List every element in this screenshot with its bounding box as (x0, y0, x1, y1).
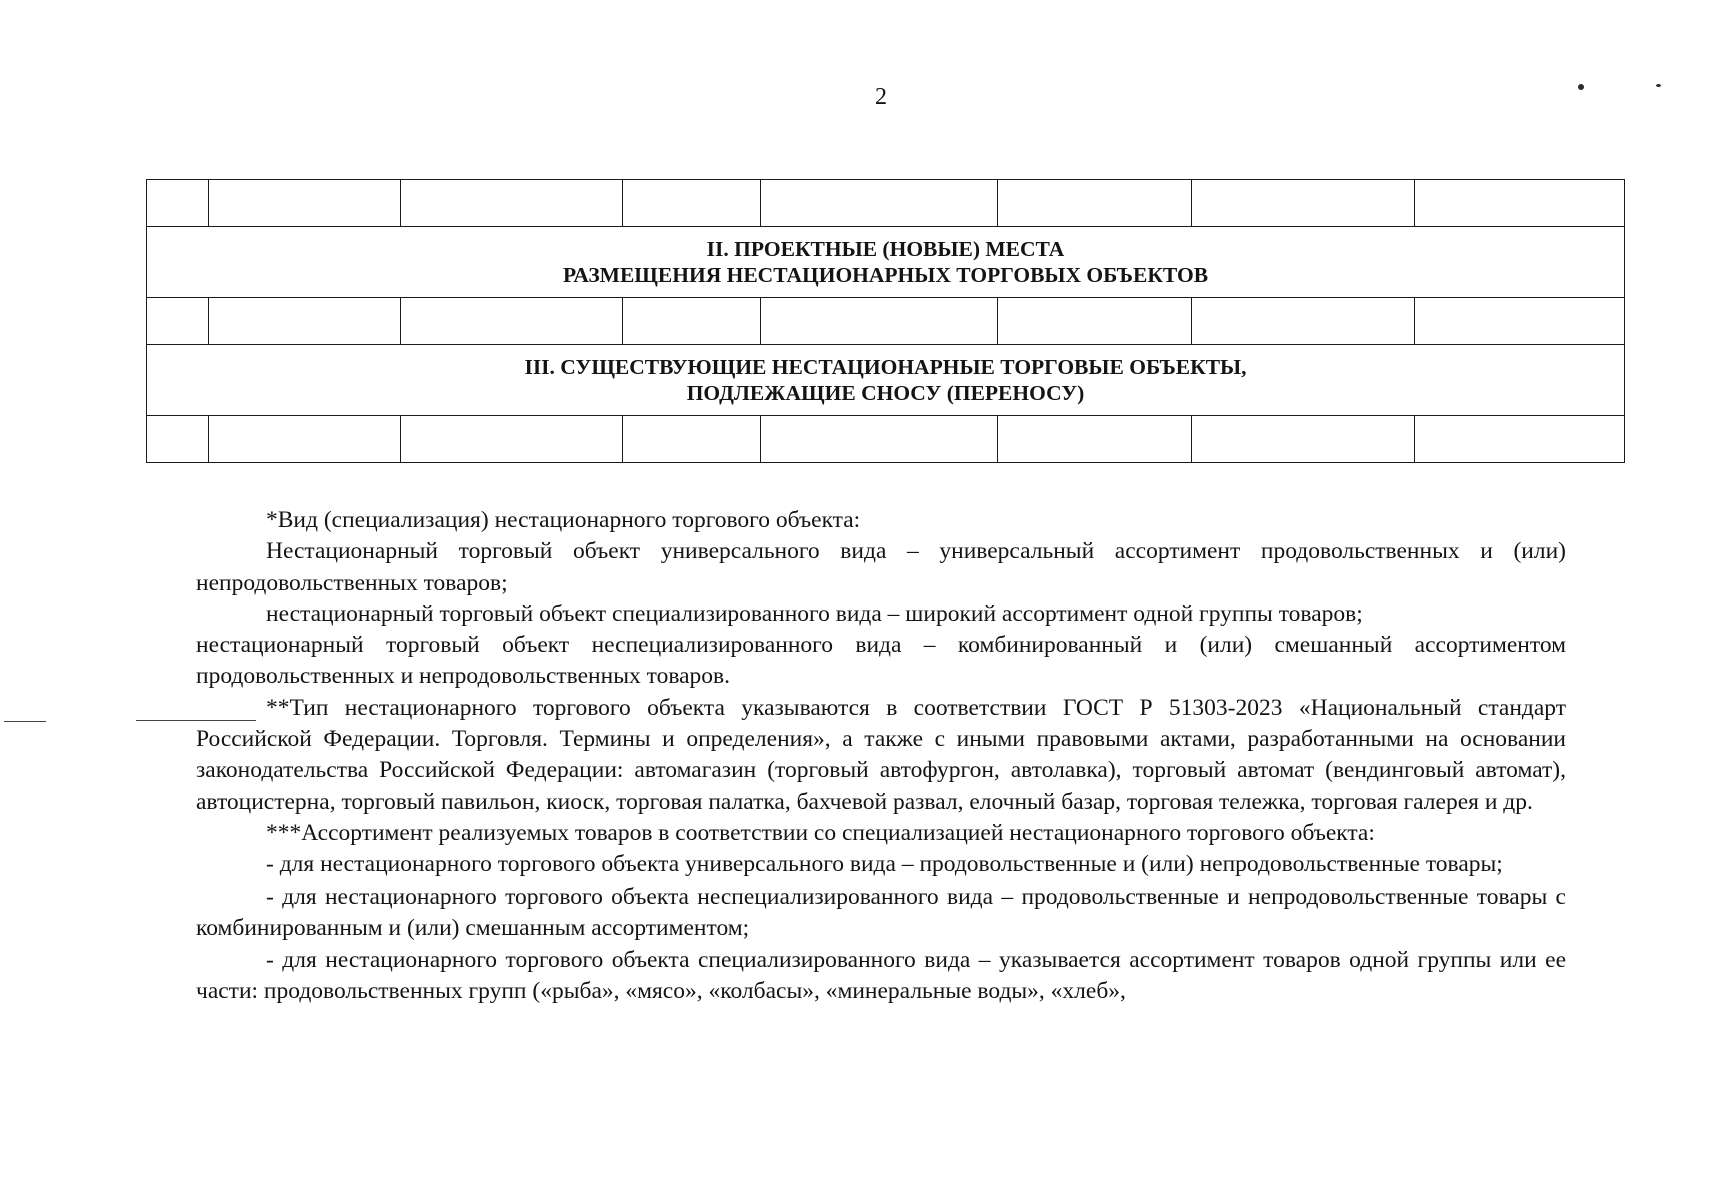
table-cell (1192, 180, 1415, 227)
table-cell (209, 180, 401, 227)
table-cell (761, 416, 998, 463)
nto-placement-table (146, 179, 1625, 463)
table-cell (623, 298, 761, 345)
table-cell (401, 416, 623, 463)
scan-dash (4, 721, 46, 722)
table-cell (1415, 180, 1625, 227)
table-cell (998, 180, 1192, 227)
section-heading-line: ПОДЛЕЖАЩИЕ СНОСУ (ПЕРЕНОСУ) (686, 381, 1085, 405)
footnote-paragraph: нестационарный торговый объект неспециализированного вида – комбинированный и (или) смешанный ассортиментом продовольственных и непродовольственных товаров. (196, 632, 1566, 690)
table-cell (1415, 298, 1625, 345)
table-row (147, 180, 1625, 227)
table-cell (761, 298, 998, 345)
scan-speck (1656, 84, 1661, 87)
footnote-paragraph: **Тип нестационарного торгового объекта указываются в соответствии ГОСТ Р 51303-2023 «Национальный стандарт Российской Федерации. Торговля. Термины и определения», а также с иными правовыми актами, разработанными на основании законодательства Российской Федерации: автомагазин (торговый автофургон, автолавка), торговый автомат (вендинговый автомат), автоцистерна, торговый павильон, киоск, торговая палатка, бахчевой развал, елочный базар, торговая тележка, торговая галерея и др. (196, 694, 1566, 815)
section-heading-line: III. СУЩЕСТВУЮЩИЕ НЕСТАЦИОНАРНЫЕ ТОРГОВЫЕ ОБЪЕКТЫ, (524, 355, 1247, 379)
page-number: 2 (875, 84, 887, 110)
table-cell (401, 180, 623, 227)
table-cell (623, 416, 761, 463)
table-cell (147, 416, 209, 463)
footnote-paragraph: *Вид (специализация) нестационарного торгового объекта: (266, 507, 861, 533)
section-heading-new-places (147, 227, 1625, 298)
footnote-paragraph: ***Ассортимент реализуемых товаров в соответствии со специализацией нестационарного торгового объекта: (266, 819, 1375, 846)
table-cell (209, 416, 401, 463)
table-row (147, 298, 1625, 345)
table-cell (623, 180, 761, 227)
list-item: - для нестационарного торгового объекта специализированного вида – указывается ассортимент товаров одной группы или ее части: продовольственных групп («рыба», «мясо», «колбасы», «минеральные воды», «хлеб», (196, 947, 1566, 1005)
section-header-row (147, 227, 1625, 298)
table-cell (998, 298, 1192, 345)
table-cell (147, 180, 209, 227)
section-heading-line: РАЗМЕЩЕНИЯ НЕСТАЦИОНАРНЫХ ТОРГОВЫХ ОБЪЕКТОВ (562, 263, 1209, 287)
section-heading-existing-objects (147, 345, 1625, 416)
table-cell (761, 180, 998, 227)
scan-speck (1578, 84, 1584, 90)
table-row (147, 416, 1625, 463)
table-cell (401, 298, 623, 345)
scan-dash (136, 720, 256, 721)
table-cell (1192, 298, 1415, 345)
table-cell (147, 298, 209, 345)
table-cell (1415, 416, 1625, 463)
table-cell (209, 298, 401, 345)
section-header-row (147, 345, 1625, 416)
footnotes (196, 505, 1566, 1008)
table-cell (1192, 416, 1415, 463)
footnote-paragraph: Нестационарный торговый объект универсального вида – универсальный ассортимент продовольственных и (или) непродовольственных товаров; (196, 538, 1566, 596)
list-item: - для нестационарного торгового объекта универсального вида – продовольственные и (или) непродовольственные товары; (266, 851, 1503, 878)
section-heading-line: II. ПРОЕКТНЫЕ (НОВЫЕ) МЕСТА (706, 237, 1065, 261)
footnote-paragraph: нестационарный торговый объект специализированного вида – широкий ассортимент одной группы товаров; (266, 600, 1363, 627)
table-cell (998, 416, 1192, 463)
list-item: - для нестационарного торгового объекта неспециализированного вида – продовольственные и непродовольственные товары с комбинированным и (или) смешанным ассортиментом; (196, 883, 1566, 941)
